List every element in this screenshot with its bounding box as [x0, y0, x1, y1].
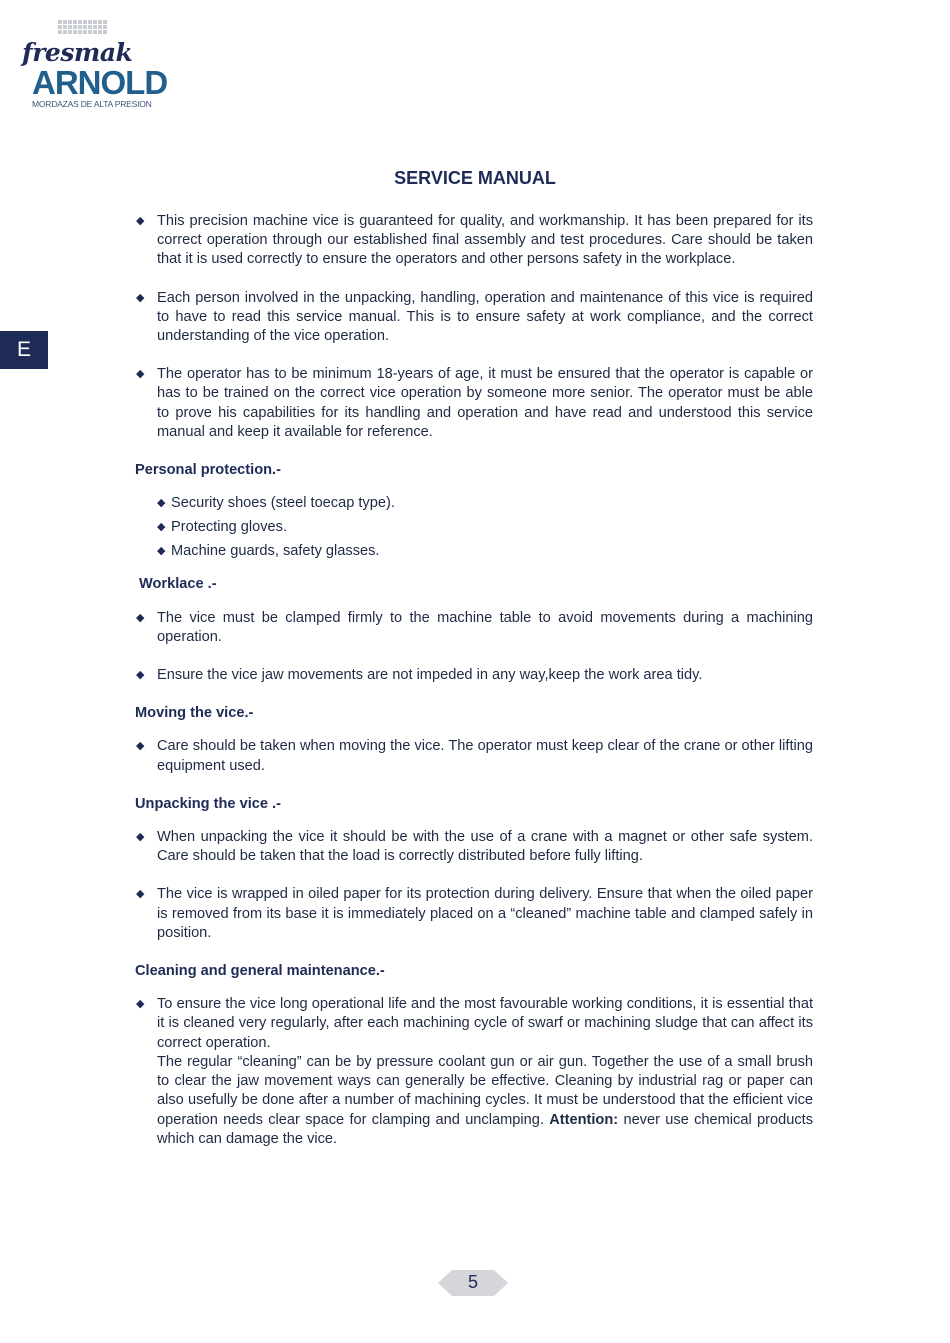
- intro-bullet: [135, 212, 813, 270]
- diamond-bullet-icon: ◆: [136, 831, 145, 844]
- diamond-bullet-icon: ◆: [136, 669, 145, 682]
- diamond-bullet-icon: ◆: [157, 521, 166, 534]
- list-item: ◆ Protecting gloves.: [135, 518, 813, 537]
- section-heading-cleaning: Cleaning and general maintenance.-: [135, 963, 385, 980]
- section-heading-worklace: Worklace .-: [139, 576, 217, 593]
- language-tab: E: [0, 331, 48, 369]
- section-heading-moving: Moving the vice.-: [135, 705, 254, 722]
- intro-bullet: [135, 365, 813, 442]
- bullet-text: When unpacking the vice it should be with the use of a crane with a magnet or other safe system. Care should be taken that the load is correctly distributed before fully lifting.: [157, 829, 813, 865]
- attention-label: Attention:: [549, 1111, 619, 1128]
- diamond-bullet-icon: ◆: [136, 611, 145, 624]
- bullet-text: Each person involved in the unpacking, handling, operation and maintenance of this vice is required to have to read this service manual. This is to ensure safety at work compliance, and the correct understanding of the vice operation.: [157, 289, 813, 345]
- diamond-bullet-icon: ◆: [136, 215, 145, 227]
- bullet-text: The operator has to be minimum 18-years of age, it must be ensured that the operator is capable or has to be trained on the correct vice operation by someone more senior. The operator must be able to prove his capabilities for its handling and operation and have read and understood this service manual and keep it available for reference.: [157, 366, 813, 440]
- bullet-text: Ensure the vice jaw movements are not impeded in any way,keep the work area tidy.: [157, 667, 703, 684]
- section-heading-personal-protection: Personal protection.-: [135, 462, 281, 479]
- manual-content: [135, 212, 813, 1168]
- logo-arnold-text: ARNOLD: [32, 64, 168, 101]
- bullet-text: The vice is wrapped in oiled paper for its protection during delivery. Ensure that when the oiled paper is removed from its base it is immediately placed on a “cleaned” machine table and clamped safely in position.: [157, 886, 813, 941]
- logo-dot-grid: [58, 20, 107, 34]
- diamond-bullet-icon: ◆: [157, 497, 166, 510]
- logo-tagline: MORDAZAS DE ALTA PRESION: [32, 99, 152, 109]
- logo-fresmak-text: fresmak: [22, 38, 133, 67]
- diamond-bullet-icon: ◆: [136, 740, 145, 753]
- section-heading-unpacking: Unpacking the vice .-: [135, 795, 281, 812]
- page-number-text: 5: [467, 1272, 478, 1292]
- page-number: [438, 1270, 508, 1296]
- diamond-bullet-icon: ◆: [136, 888, 145, 901]
- bullet-text: This precision machine vice is guaranteed for quality, and workmanship. It has been prepared for its correct operation through our established final assembly and test procedures. Care should be taken that it is used correctly to ensure the operators and other persons safety in the workplace.: [157, 213, 813, 268]
- diamond-bullet-icon: ◆: [136, 291, 145, 304]
- intro-bullet: [135, 289, 813, 347]
- worklace-bullet: [135, 666, 813, 685]
- protection-list: [135, 494, 813, 561]
- bullet-text: The vice must be clamped firmly to the machine table to avoid movements during a machining operation.: [157, 609, 813, 645]
- page-title: SERVICE MANUAL: [394, 168, 556, 188]
- unpacking-bullet: [135, 885, 813, 943]
- list-item: ◆ Machine guards, safety glasses.: [135, 542, 813, 561]
- brand-logo: [22, 20, 182, 120]
- diamond-bullet-icon: ◆: [136, 368, 145, 381]
- unpacking-bullet: [135, 828, 813, 866]
- cleaning-paragraph-2: The regular “cleaning” can be by pressure coolant gun or air gun. Together the use of a small brush to clear the jaw movement ways can generally be effective. Cleaning by industrial rag or paper can also usefully be done after a number of machining cycles. It must be understood that the efficient vice operation needs clear space for clamping and unclamping. Attention: never use chemical products which can damage the vice.: [157, 1053, 813, 1147]
- worklace-bullet: [135, 609, 813, 647]
- bullet-text: Care should be taken when moving the vice. The operator must keep clear of the crane or other lifting equipment used.: [157, 738, 813, 774]
- cleaning-paragraph-1: To ensure the vice long operational life and the most favourable working conditions, it is essential that it is cleaned very regularly, after each machining cycle of swarf or machining sludge that can affect its correct operation.: [157, 996, 813, 1051]
- list-item: ◆ Security shoes (steel toecap type).: [135, 494, 813, 513]
- diamond-bullet-icon: ◆: [136, 998, 145, 1011]
- moving-bullet: [135, 737, 813, 775]
- diamond-bullet-icon: ◆: [157, 545, 166, 558]
- cleaning-bullet: [135, 995, 813, 1149]
